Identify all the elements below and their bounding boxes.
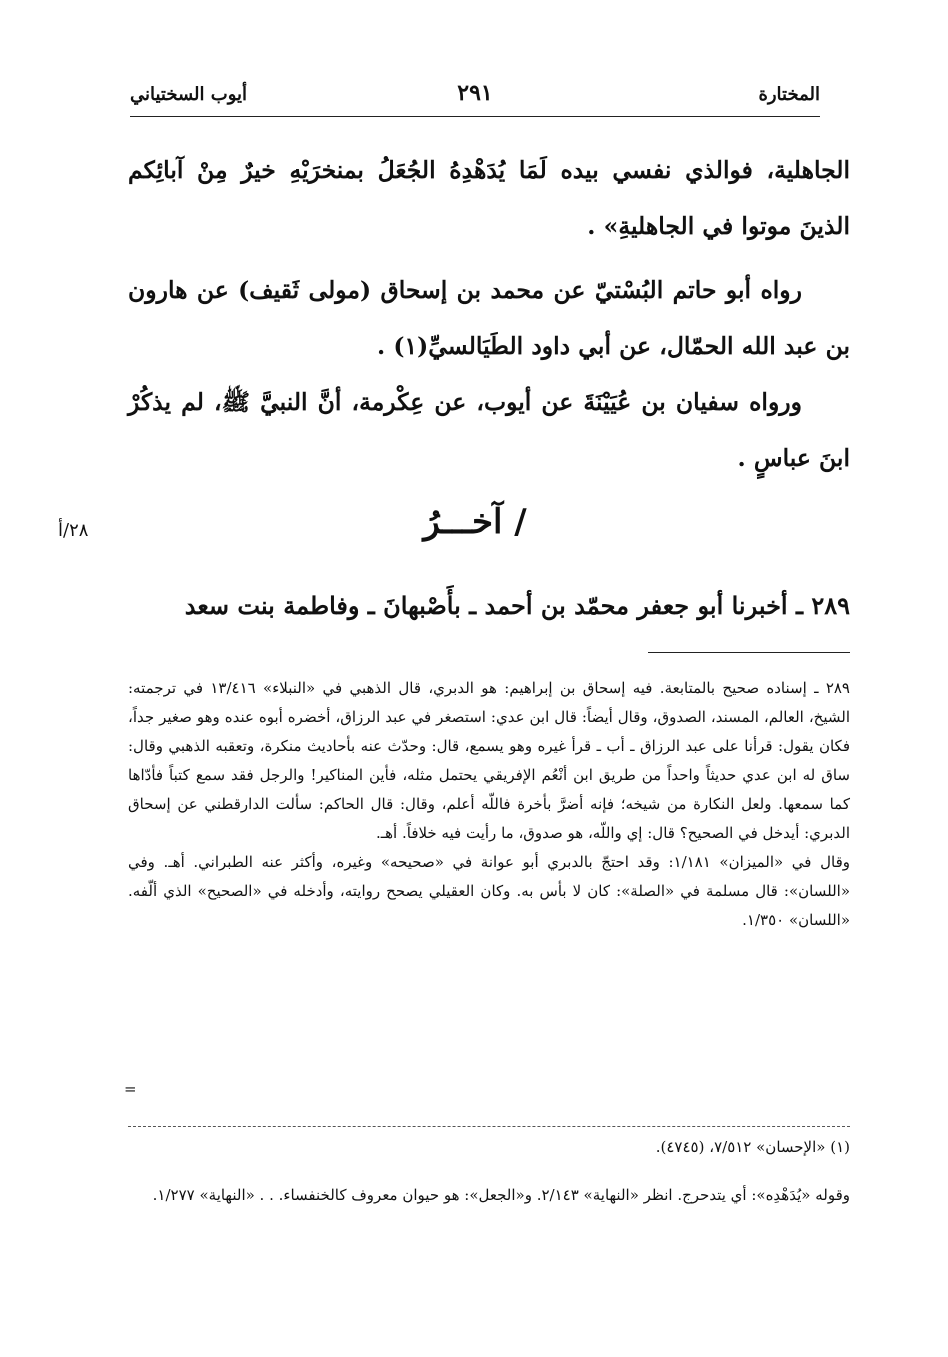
footnote-289-text: ٢٨٩ ـ إسناده صحيح بالمتابعة. فيه إسحاق بن إبراهيم: هو الدبري، قال الذهبي في «النبلاء» ١٣/٤١٦ في ترجمته: الشيخ، العالم، المسند، الصدوق، وقال أيضاً: قال ابن عدي: استصغر في عبد الرزاق، أخضره أبوه عنده وهو صغير جداً، فكان يقول: قرأنا على عبد الرزاق ـ أب ـ قرأ غيره وهو يسمع، قال: وحدّث عنه بأحاديث منكرة، وتعقبه الذهبي وقال: ساق له ابن عدي حديثاً واحداً من طريق ابن أنْعُم الإفريقي يحتمل مثله، فأين المناكير! والرجل فقد سمع كتباً فأدّاها كما سمعها. ولعل النكارة من شيخه؛ فإنه أضرَّ بأخرة فاللّه أعلم، وقال: قال الحاكم: سألت الدارقطني عن إسحاق الدبري: أيدخل في الصحيح؟ قال: إي واللّه، هو صدوق، ما رأيت فيه خلافاً. أهـ. [128,679,850,842]
footnote-289 [128,674,850,935]
running-header [130,80,820,117]
footnote-gloss: وقوله «يُدَهْدِه»: أي يتدحرج. انظر «النهاية» ٢/١٤٣. و«الجعل»: هو حيوان معروف كالخنفساء. . . «النهاية» ١/٢٧٧. [152,1186,850,1204]
header-book-title: المختارة [758,84,820,105]
paragraph-narration-1: رواه أبو حاتم البُسْتيّ عن محمد بن إسحاق (مولى ثَقيف) عن هارون بن عبد الله الحمّال، عن أبي داود الطَيَالسيِّ(١) . [128,276,850,360]
paragraph-narration-2: ورواه سفيان بن عُيَيْنَةَ عن أيوب، عن عِكْرمة، أنَّ النبيَّ ﷺ، لم يذكُرْ ابنَ عباسٍ . [128,388,850,472]
footnote-dashed-separator [128,1126,850,1127]
section-heading: / آخـــرُ [423,502,527,542]
hadith-289-opening: ٢٨٩ ـ أخبرنا أبو جعفر محمّد بن أحمد ـ بأَصْبهانَ ـ وفاطمة بنت سعد [184,591,850,620]
paragraph-hadith-end: الجاهلية، فوالذي نفسي بيده لَمَا يُدَهْدِهُ الجُعَلُ بمنخرَيْهِ خيرٌ مِنْ آبائِكم الذينَ موتوا في الجاهليةِ» . [128,156,850,240]
header-chapter-title: أيوب السختياني [130,84,248,105]
manuscript-margin-ref: ٢٨/أ [58,520,89,541]
page-number: ٢٩١ [457,80,493,106]
footnote-289-continued: وقال في «الميزان» ١/١٨١: وقد احتجّ بالدبري أبو عوانة في «صحيحه» وغيره، وأكثر عنه الطبراني. أهـ. وفي «اللسان»: قال مسلمة في «الصلة»: كان لا بأس به. وكان العقيلي يصحح روايته، وأدخله في «الصحيح» الذي ألّفه. «اللسان» ١/٣٥٠. [128,853,850,929]
footnote-separator [648,652,850,653]
footnote-1: (١) «الإحسان» ٧/٥١٢، (٤٧٤٥). [655,1138,850,1156]
continuation-mark: = [124,1080,137,1098]
